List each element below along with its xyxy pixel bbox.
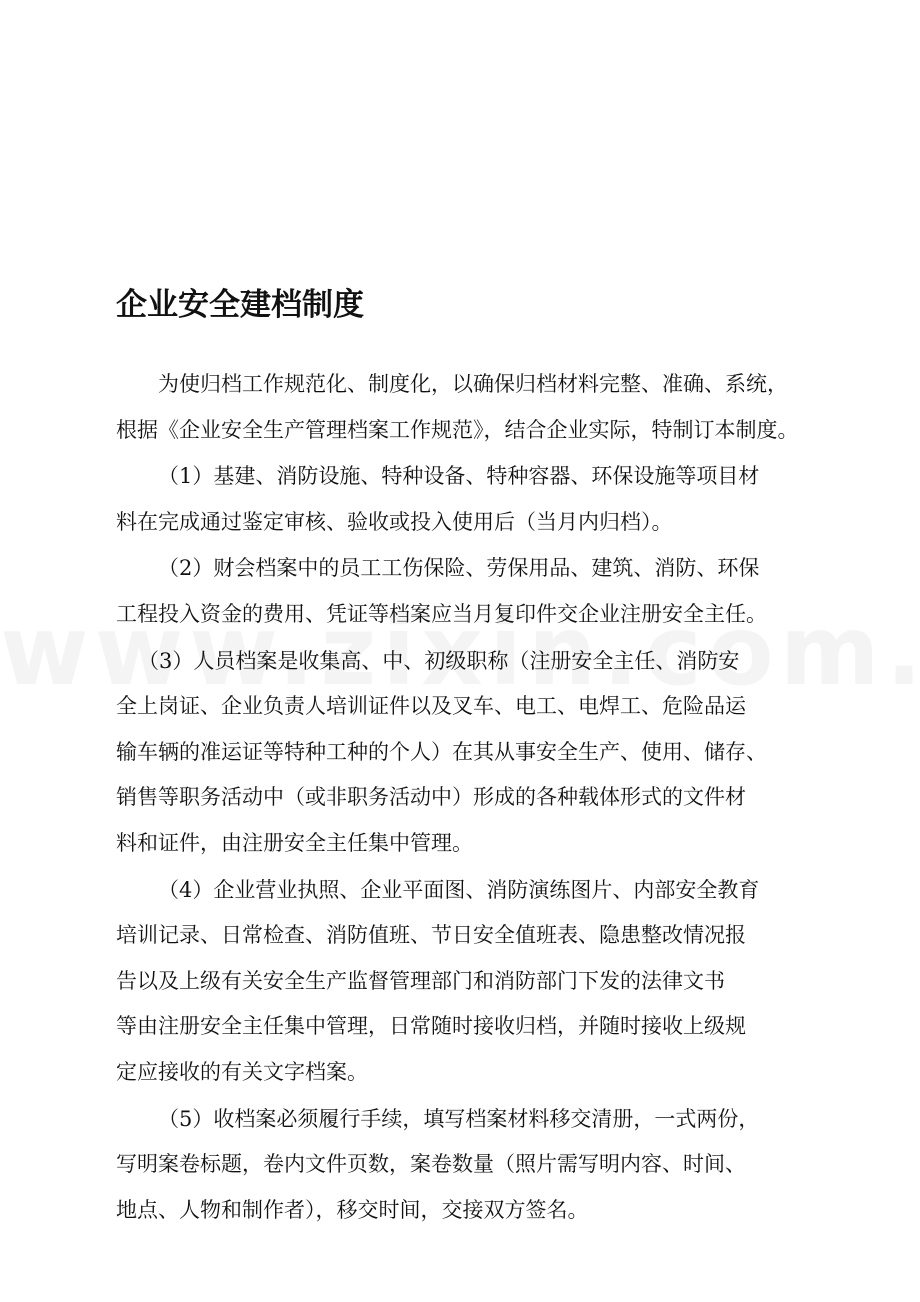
- paragraph-line: 为使归档工作规范化、制度化，以确保归档材料完整、准确、系统，: [158, 372, 788, 396]
- paragraph-intro: [116, 362, 806, 453]
- paragraph-line: （1）基建、消防设施、特种设备、特种容器、环保设施等项目材: [158, 464, 760, 489]
- paragraph-line: 地点、人物和制作者），移交时间，交接双方签名。: [116, 1197, 589, 1222]
- paragraph-line: 定应接收的有关文字档案。: [116, 1059, 368, 1084]
- paragraph-line: （5）收档案必须履行手续，填写档案材料移交清册，一式两份，: [158, 1106, 760, 1131]
- document-body: [116, 362, 806, 1234]
- paragraph-item-3: [116, 639, 806, 867]
- paragraph-item-5: [116, 1097, 806, 1234]
- paragraph-line: 根据《企业安全生产管理档案工作规范》，结合企业实际，特制订本制度。: [116, 417, 799, 442]
- paragraph-item-1: [116, 454, 806, 545]
- paragraph-line: 输车辆的准运证等特种工种的个人）在其从事安全生产、使用、储存、: [116, 739, 767, 764]
- paragraph-line: 料在完成通过鉴定审核、验收或投入使用后（当月内归档）。: [116, 509, 673, 534]
- paragraph-line: 写明案卷标题，卷内文件页数，案卷数量（照片需写明内容、时间、: [116, 1152, 746, 1177]
- paragraph-line: 全上岗证、企业负责人培训证件以及叉车、电工、电焊工、危险品运: [116, 694, 746, 719]
- paragraph-line: 等由注册安全主任集中管理，日常随时接收归档，并随时接收上级规: [116, 1014, 746, 1039]
- document-title: 企业安全建档制度: [116, 287, 364, 323]
- paragraph-line: （2）财会档案中的员工工伤保险、劳保用品、建筑、消防、环保: [158, 556, 760, 581]
- paragraph-line: 销售等职务活动中（或非职务活动中）形成的各种载体形式的文件材: [116, 785, 746, 810]
- paragraph-item-2: [116, 546, 806, 637]
- paragraph-line: 料和证件，由注册安全主任集中管理。: [116, 830, 473, 855]
- paragraph-item-4: [116, 868, 806, 1096]
- paragraph-line: （4）企业营业执照、企业平面图、消防演练图片、内部安全教育: [158, 877, 760, 902]
- paragraph-line: 工程投入资金的费用、凭证等档案应当月复印件交企业注册安全主任。: [116, 601, 767, 626]
- paragraph-line: （3）人员档案是收集高、中、初级职称（注册安全主任、消防安: [138, 648, 740, 673]
- paragraph-line: 告以及上级有关安全生产监督管理部门和消防部门下发的法律文书: [116, 968, 725, 993]
- paragraph-line: 培训记录、日常检查、消防值班、节日安全值班表、隐患整改情况报: [116, 923, 746, 948]
